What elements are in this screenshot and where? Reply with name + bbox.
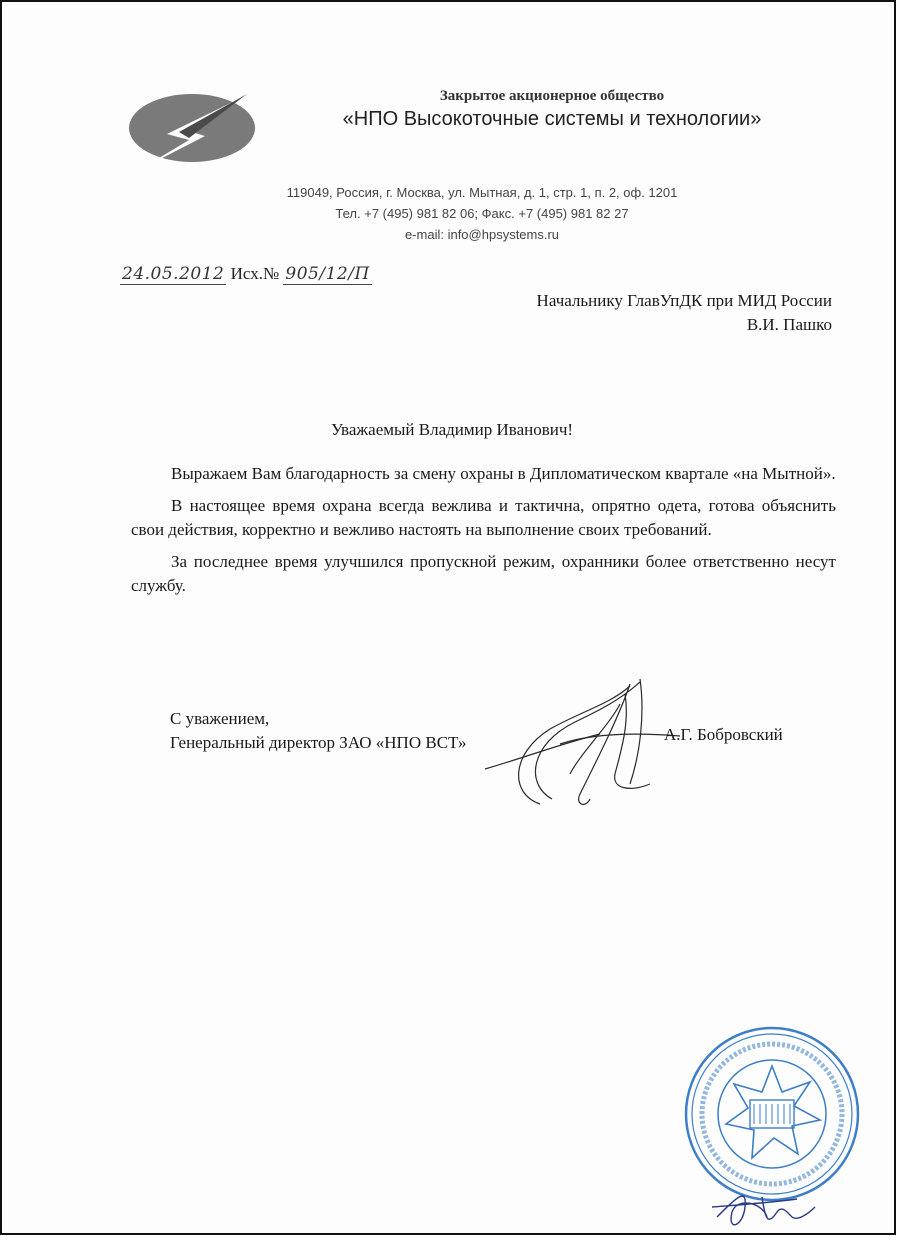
stamp-signature-icon — [707, 1177, 817, 1235]
signer-name: А.Г. Бобровский — [664, 725, 783, 744]
letter-greeting: Уважаемый Владимир Иванович! — [330, 420, 574, 439]
org-address: 119049, Россия, г. Москва, ул. Мытная, д. 1, стр. 1, п. 2, оф. 1201 — [286, 185, 678, 200]
signer-position: Генеральный директор ЗАО «НПО ВСТ» — [170, 733, 467, 752]
handwritten-signature-icon — [480, 674, 690, 824]
outgoing-reference — [120, 264, 372, 285]
org-email: e-mail: info@hpsystems.ru — [404, 227, 560, 242]
arrow-logo-icon — [127, 90, 257, 172]
outgoing-label: Исх.№ — [230, 264, 280, 283]
closing-text: С уважением, — [170, 709, 270, 728]
letter-paragraph: В настоящее время охрана всегда вежлива и тактична, опрятно одета, готова объяснить свои действия, корректно и вежливо настоять на выполнение своих требований. — [131, 496, 836, 539]
recipient-block — [537, 289, 832, 337]
outgoing-number: 905/12/П — [285, 264, 370, 284]
org-type: Закрытое акционерное общество — [439, 88, 665, 104]
org-phone-fax: Тел. +7 (495) 981 82 06; Факс. +7 (495) 981 82 27 — [335, 206, 629, 221]
letter-paragraph: Выражаем Вам благодарность за смену охраны в Дипломатическом квартале «на Мытной». — [171, 464, 836, 483]
recipient-name: В.И. Пашко — [746, 315, 832, 334]
letter-body — [131, 462, 836, 606]
letter-paragraph: За последнее время улучшился пропускной режим, охранники более ответственно несут службу. — [131, 552, 836, 595]
outgoing-date: 24.05.2012 — [122, 264, 225, 284]
signature-block — [170, 707, 466, 755]
recipient-title: Начальнику ГлавУпДК при МИД России — [536, 291, 832, 310]
contact-block — [242, 182, 722, 245]
org-name: «НПО Высокоточные системы и технологии» — [342, 108, 762, 130]
